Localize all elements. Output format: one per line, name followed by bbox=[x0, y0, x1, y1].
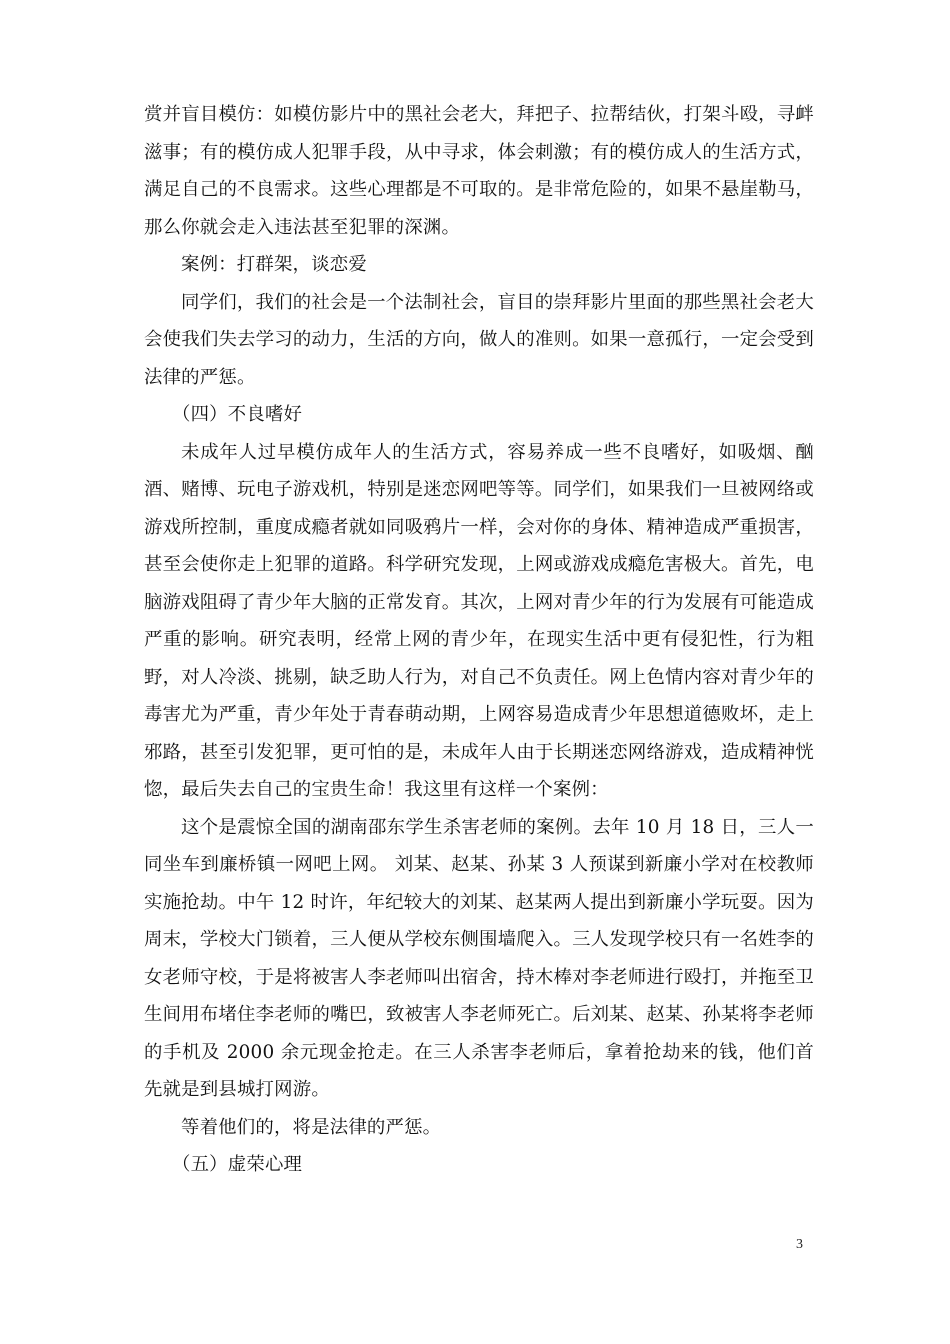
paragraph-case-label: 案例：打群架，谈恋爱 bbox=[181, 254, 367, 275]
paragraph-punishment: 等着他们的，将是法律的严惩。 bbox=[181, 1116, 442, 1138]
paragraph-case-story: 这个是震惊全国的湖南邵东学生杀害老师的案例。去年 10 月 18 日，三人一同坐车到廉桥镇一网吧上网。 刘某、赵某、孙某 3 人预谋到新廉小学对在校教师实施抢劫。中午 12 时许，年纪较大的刘某、赵某两人提出到新廉小学玩耍。因为周末，学校大门锁着，三人便从学校东侧围墙爬入。三人发现学校只有一名姓李的女老师守校，于是将被害人李老师叫出宿舍，持木棒对李老师进行殴打，并拖至卫生间用布堵住李老师的嘴巴，致被害人李老师死亡。后刘某、赵某、孙某将李老师的手机及 2000 余元现金抢走。在三人杀害李老师后，拿着抢劫来的钱，他们首先就是到县城打网游。 bbox=[144, 816, 814, 1100]
section-heading-bad-habits: （四）不良嗜好 bbox=[172, 404, 303, 425]
section-heading-vanity: （五）虚荣心理 bbox=[172, 1154, 303, 1175]
paragraph-bad-habits: 未成年人过早模仿成年人的生活方式，容易养成一些不良嗜好，如吸烟、酗酒、赌博、玩电子游戏机，特别是迷恋网吧等等。同学们，如果我们一旦被网络或游戏所控制，重度成瘾者就如同吸鸦片一样，会对你的身体、精神造成严重损害，甚至会使你走上犯罪的道路。科学研究发现，上网或游戏成瘾危害极大。首先，电脑游戏阻碍了青少年大脑的正常发育。其次，上网对青少年的行为发展有可能造成严重的影响。研究表明，经常上网的青少年，在现实生活中更有侵犯性，行为粗野，对人冷淡、挑剔，缺乏助人行为，对自己不负责任。网上色情内容对青少年的毒害尤为严重，青少年处于青春萌动期，上网容易造成青少年思想道德败坏，走上邪路，甚至引发犯罪，更可怕的是，未成年人由于长期迷恋网络游戏，造成精神恍惚，最后失去自己的宝贵生命！我这里有这样一个案例： bbox=[144, 441, 814, 800]
paragraph-legal-society: 同学们，我们的社会是一个法制社会，盲目的崇拜影片里面的那些黑社会老大会使我们失去学习的动力，生活的方向，做人的准则。如果一意孤行，一定会受到法律的严惩。 bbox=[144, 291, 814, 388]
paragraph-imitation-continued: 赏并盲目模仿：如模仿影片中的黑社会老大，拜把子、拉帮结伙，打架斗殴，寻衅滋事；有的模仿成人犯罪手段，从中寻求，体会刺激；有的模仿成人的生活方式，满足自己的不良需求。这些心理都是不可取的。是非常危险的，如果不悬崖勒马，那么你就会走入违法甚至犯罪的深渊。 bbox=[144, 104, 814, 238]
page-body bbox=[144, 96, 814, 1184]
page-number: 3 bbox=[796, 1237, 803, 1252]
